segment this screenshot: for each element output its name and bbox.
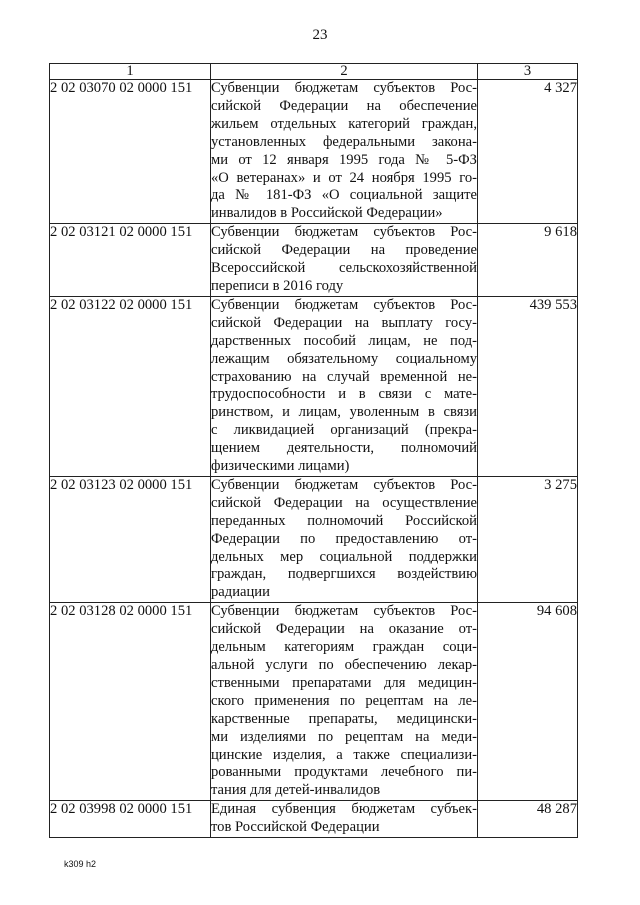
description-line: Всероссийской сельскохозяйственной — [211, 260, 477, 277]
amount-cell: 4 327 — [478, 80, 578, 224]
budget-code-cell: 2 02 03123 02 0000 151 — [50, 476, 211, 602]
description-line: дельных мер социальной поддержки — [211, 548, 477, 565]
description-line: щением деятельности, полномочий — [211, 440, 477, 457]
description-line: Субвенции бюджетам субъектов Рос- — [211, 224, 477, 241]
description-cell — [211, 224, 478, 297]
description-line: сийской Федерации на осуществление — [211, 494, 477, 511]
budget-code-cell: 2 02 03998 02 0000 151 — [50, 801, 211, 838]
description-line: ского применения по рецептам на ле- — [211, 692, 477, 709]
budget-code-cell: 2 02 03121 02 0000 151 — [50, 224, 211, 297]
budget-code-cell: 2 02 03070 02 0000 151 — [50, 80, 211, 224]
description-line: сийской Федерации на обеспечение — [211, 97, 477, 114]
table-header-row — [50, 64, 578, 80]
table-row — [50, 603, 578, 801]
description-line: «О ветеранах» и от 24 ноября 1995 го- — [211, 169, 477, 186]
description-line: сийской Федерации на проведение — [211, 242, 477, 259]
description-line: инвалидов в Российской Федерации» — [211, 205, 443, 222]
table-row — [50, 476, 578, 602]
table-row — [50, 224, 578, 297]
description-line: дельным категориям граждан соци- — [211, 639, 477, 656]
description-line: трудоспособности и в связи с мате- — [211, 386, 477, 403]
table-row — [50, 801, 578, 838]
description-line: ми от 12 января 1995 года № 5-ФЗ — [211, 151, 477, 168]
description-line: Субвенции бюджетам субъектов Рос- — [211, 476, 477, 493]
description-line: ственными препаратами для медицин- — [211, 674, 477, 691]
amount-cell: 9 618 — [478, 224, 578, 297]
description-line: карственные препараты, медицински- — [211, 710, 477, 727]
amount-cell: 3 275 — [478, 476, 578, 602]
column-header-3: 3 — [478, 64, 578, 80]
table-body — [50, 80, 578, 838]
amount-cell: 439 553 — [478, 296, 578, 476]
budget-code-cell: 2 02 03122 02 0000 151 — [50, 296, 211, 476]
budget-table — [49, 63, 578, 838]
table-row — [50, 296, 578, 476]
description-line: рованными продуктами лечебного пи- — [211, 764, 477, 781]
description-line: радиации — [211, 584, 270, 601]
column-header-1: 1 — [50, 64, 211, 80]
column-header-2: 2 — [211, 64, 478, 80]
page-number: 23 — [312, 27, 328, 43]
amount-cell: 48 287 — [478, 801, 578, 838]
description-line: дарственных пособий лицам, не под- — [211, 332, 477, 349]
description-line: установленных федеральными законa- — [211, 133, 477, 150]
description-line: лежащим обязательному социальному — [211, 350, 477, 367]
description-line: ринством, и лицам, уволенным в связи — [211, 404, 477, 421]
description-line: сийской Федерации на выплату госу- — [211, 314, 477, 331]
budget-code-cell: 2 02 03128 02 0000 151 — [50, 603, 211, 801]
footer-document-code: k309 h2 — [64, 859, 97, 869]
description-line: физическими лицами) — [211, 458, 350, 475]
description-line: с ликвидацией организаций (прекра- — [211, 422, 477, 439]
description-line: граждан, подвергшихся воздействию — [211, 566, 477, 583]
description-line: переписи в 2016 году — [211, 277, 344, 294]
description-line: Субвенции бюджетам субъектов Рос- — [211, 296, 477, 313]
table-row — [50, 80, 578, 224]
description-line: тов Российской Федерации — [211, 819, 380, 836]
amount-cell: 94 608 — [478, 603, 578, 801]
description-line: ми изделиями по рецептам на меди- — [211, 728, 477, 745]
description-line: переданных полномочий Российской — [211, 512, 477, 529]
description-line: да № 181-ФЗ «О социальной защите — [211, 187, 477, 204]
description-line: Федерации по предоставлению от- — [211, 530, 477, 547]
description-cell — [211, 476, 478, 602]
description-line: сийской Федерации на оказание от- — [211, 621, 477, 638]
description-line: тания для детей-инвалидов — [211, 782, 381, 799]
description-line: Единая субвенция бюджетам субъек- — [211, 801, 477, 818]
description-line: альной услуги по обеспечению лекар- — [211, 657, 477, 673]
description-line: Субвенции бюджетам субъектов Рос- — [211, 603, 477, 620]
description-cell — [211, 603, 478, 801]
description-line: цинские изделия, а также специализи- — [211, 746, 477, 763]
description-cell — [211, 80, 478, 224]
description-line: Субвенции бюджетам субъектов Рос- — [211, 80, 477, 96]
description-line: страхованию на случай временной не- — [211, 368, 477, 385]
description-cell — [211, 296, 478, 476]
description-cell — [211, 801, 478, 838]
description-line: жильем отдельных категорий граждан, — [211, 115, 477, 132]
